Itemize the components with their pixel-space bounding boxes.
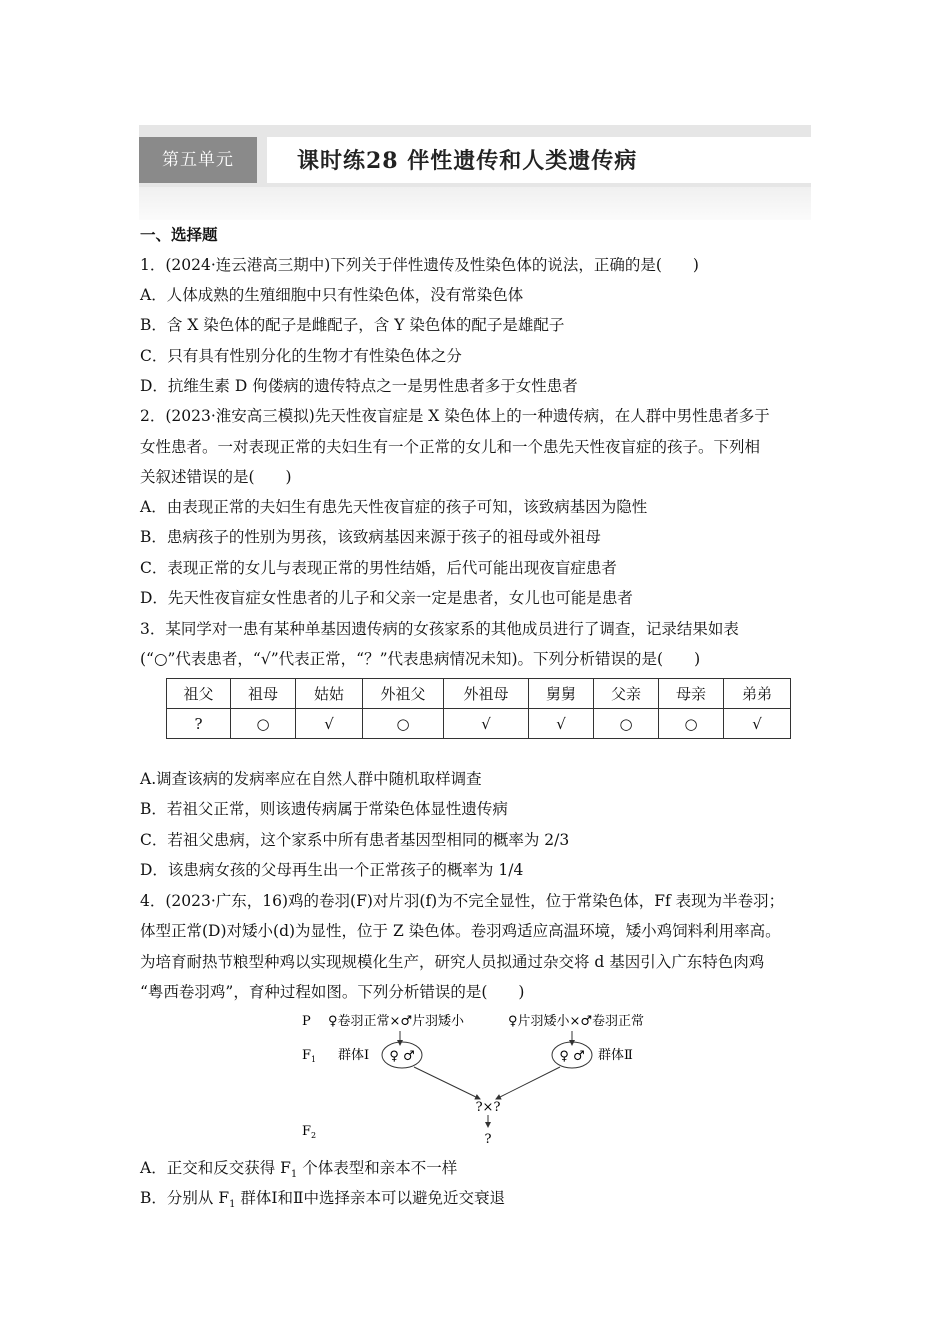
breeding-diagram (296, 1007, 666, 1153)
value-cell: √ (296, 709, 363, 739)
header-cell: 姑姑 (296, 679, 363, 709)
f1-generation-label: $F_1$ (302, 1048, 317, 1064)
banner-shadow (139, 187, 811, 220)
value-cell: ○ (659, 709, 724, 739)
value-cell: ○ (363, 709, 444, 739)
header-cell: 祖父 (167, 679, 231, 709)
group-2-pair: ♀ ♂ (559, 1049, 585, 1064)
q1-stem: 1．(2024·连云港高三期中)下列关于伴性遗传及性染色体的说法，正确的是( ) (140, 256, 699, 274)
value-cell: √ (529, 709, 594, 739)
q1-option-c: C．只有具有性别分化的生物才有性染色体之分 (140, 347, 462, 365)
value-cell: ? (167, 709, 231, 739)
header-cell: 外祖母 (444, 679, 529, 709)
q3-option-d: D．该患病女孩的父母再生出一个正常孩子的概率为 1/4 (140, 861, 524, 879)
header-cell: 父亲 (594, 679, 659, 709)
q2-stem-line3: 关叙述错误的是( ) (140, 468, 292, 486)
q3-option-a: A.调查该病的发病率应在自然人群中随机取样调查 (140, 770, 482, 788)
title-box (267, 137, 811, 183)
value-cell: √ (444, 709, 529, 739)
header-cell: 外祖父 (363, 679, 444, 709)
q2-stem-line1: 2．(2023·淮安高三模拟)先天性夜盲症是 X 染色体上的一种遗传病，在人群中男性患者多于 (140, 407, 770, 425)
header-banner (139, 125, 811, 220)
q4-stem-line4: “粤西卷羽鸡”，育种过程如图。下列分析错误的是( ) (140, 983, 525, 1001)
survey-table (166, 678, 791, 739)
q2-option-c: C．表现正常的女儿与表现正常的男性结婚，后代可能出现夜盲症患者 (140, 559, 617, 577)
q3-option-b: B．若祖父正常，则该遗传病属于常染色体显性遗传病 (140, 800, 508, 818)
arrow-to-cross-left (414, 1067, 480, 1099)
page-title: 课时练28 伴性遗传和人类遗传病 (297, 148, 638, 174)
p-generation-label: P (302, 1014, 311, 1029)
q2-stem-line2: 女性患者。一对表现正常的夫妇生有一个正常的女儿和一个患先天性夜盲症的孩子。下列相 (140, 438, 761, 456)
value-cell: √ (724, 709, 791, 739)
unit-label: 第五单元 (139, 137, 257, 183)
q2-option-a: A．由表现正常的夫妇生有患先天性夜盲症的孩子可知，该致病基因为隐性 (140, 498, 648, 516)
section-title: 一、选择题 (140, 226, 218, 244)
header-cell: 弟弟 (724, 679, 791, 709)
q1-option-b: B．含 X 染色体的配子是雌配子，含 Y 染色体的配子是雄配子 (140, 316, 565, 334)
group-1-label: 群体Ⅰ (338, 1048, 370, 1063)
q4-option-b: B．分别从 $F_1$ 群体Ⅰ和Ⅱ中选择亲本可以避免近交衰退 (140, 1189, 506, 1211)
header-cell: 舅舅 (529, 679, 594, 709)
q1-option-d: D．抗维生素 D 佝偻病的遗传特点之一是男性患者多于女性患者 (140, 377, 578, 395)
group-1-pair: ♀ ♂ (389, 1049, 415, 1064)
cross-left: ♀卷羽正常×♂片羽矮小 (328, 1014, 465, 1029)
value-cell: ○ (231, 709, 296, 739)
q4-stem-line2: 体型正常(D)对矮小(d)为显性，位于 Z 染色体。卷羽鸡适应高温环境，矮小鸡饲料利用率高。 (140, 922, 781, 940)
f1-intercross: ?×? (475, 1100, 501, 1115)
arrow-to-cross-right (496, 1067, 560, 1099)
q3-stem-line2: (“○”代表患者，“√”代表正常，“？”代表患病情况未知)。下列分析错误的是( ) (140, 650, 701, 668)
q3-option-c: C．若祖父患病，这个家系中所有患者基因型相同的概率为 2/3 (140, 831, 570, 849)
q4-stem-line3: 为培育耐热节粮型种鸡以实现规模化生产，研究人员拟通过杂交将 d 基因引入广东特色肉鸡 (140, 953, 765, 971)
group-2-label: 群体Ⅱ (598, 1048, 633, 1063)
header-cell: 祖母 (231, 679, 296, 709)
q2-option-d: D．先天性夜盲症女性患者的儿子和父亲一定是患者，女儿也可能是患者 (140, 589, 633, 607)
q1-option-a: A．人体成熟的生殖细胞中只有性染色体，没有常染色体 (140, 286, 524, 304)
f2-generation-label: $F_2$ (302, 1124, 317, 1140)
f2-result: ? (484, 1132, 492, 1147)
value-cell: ○ (594, 709, 659, 739)
q2-option-b: B．患病孩子的性别为男孩，该致病基因来源于孩子的祖母或外祖母 (140, 528, 601, 546)
header-cell: 母亲 (659, 679, 724, 709)
q4-stem-line1: 4．(2023·广东，16)鸡的卷羽(F)对片羽(f)为不完全显性，位于常染色体，Ff 表现为半卷羽； (140, 892, 785, 910)
table-row (167, 709, 791, 739)
cross-right: ♀片羽矮小×♂卷羽正常 (508, 1014, 645, 1029)
q3-stem-line1: 3．某同学对一患有某种单基因遗传病的女孩家系的其他成员进行了调查，记录结果如表 (140, 620, 739, 638)
q4-option-a: A．正交和反交获得 $F_1$ 个体表型和亲本不一样 (140, 1159, 458, 1181)
table-header-row (167, 679, 791, 709)
